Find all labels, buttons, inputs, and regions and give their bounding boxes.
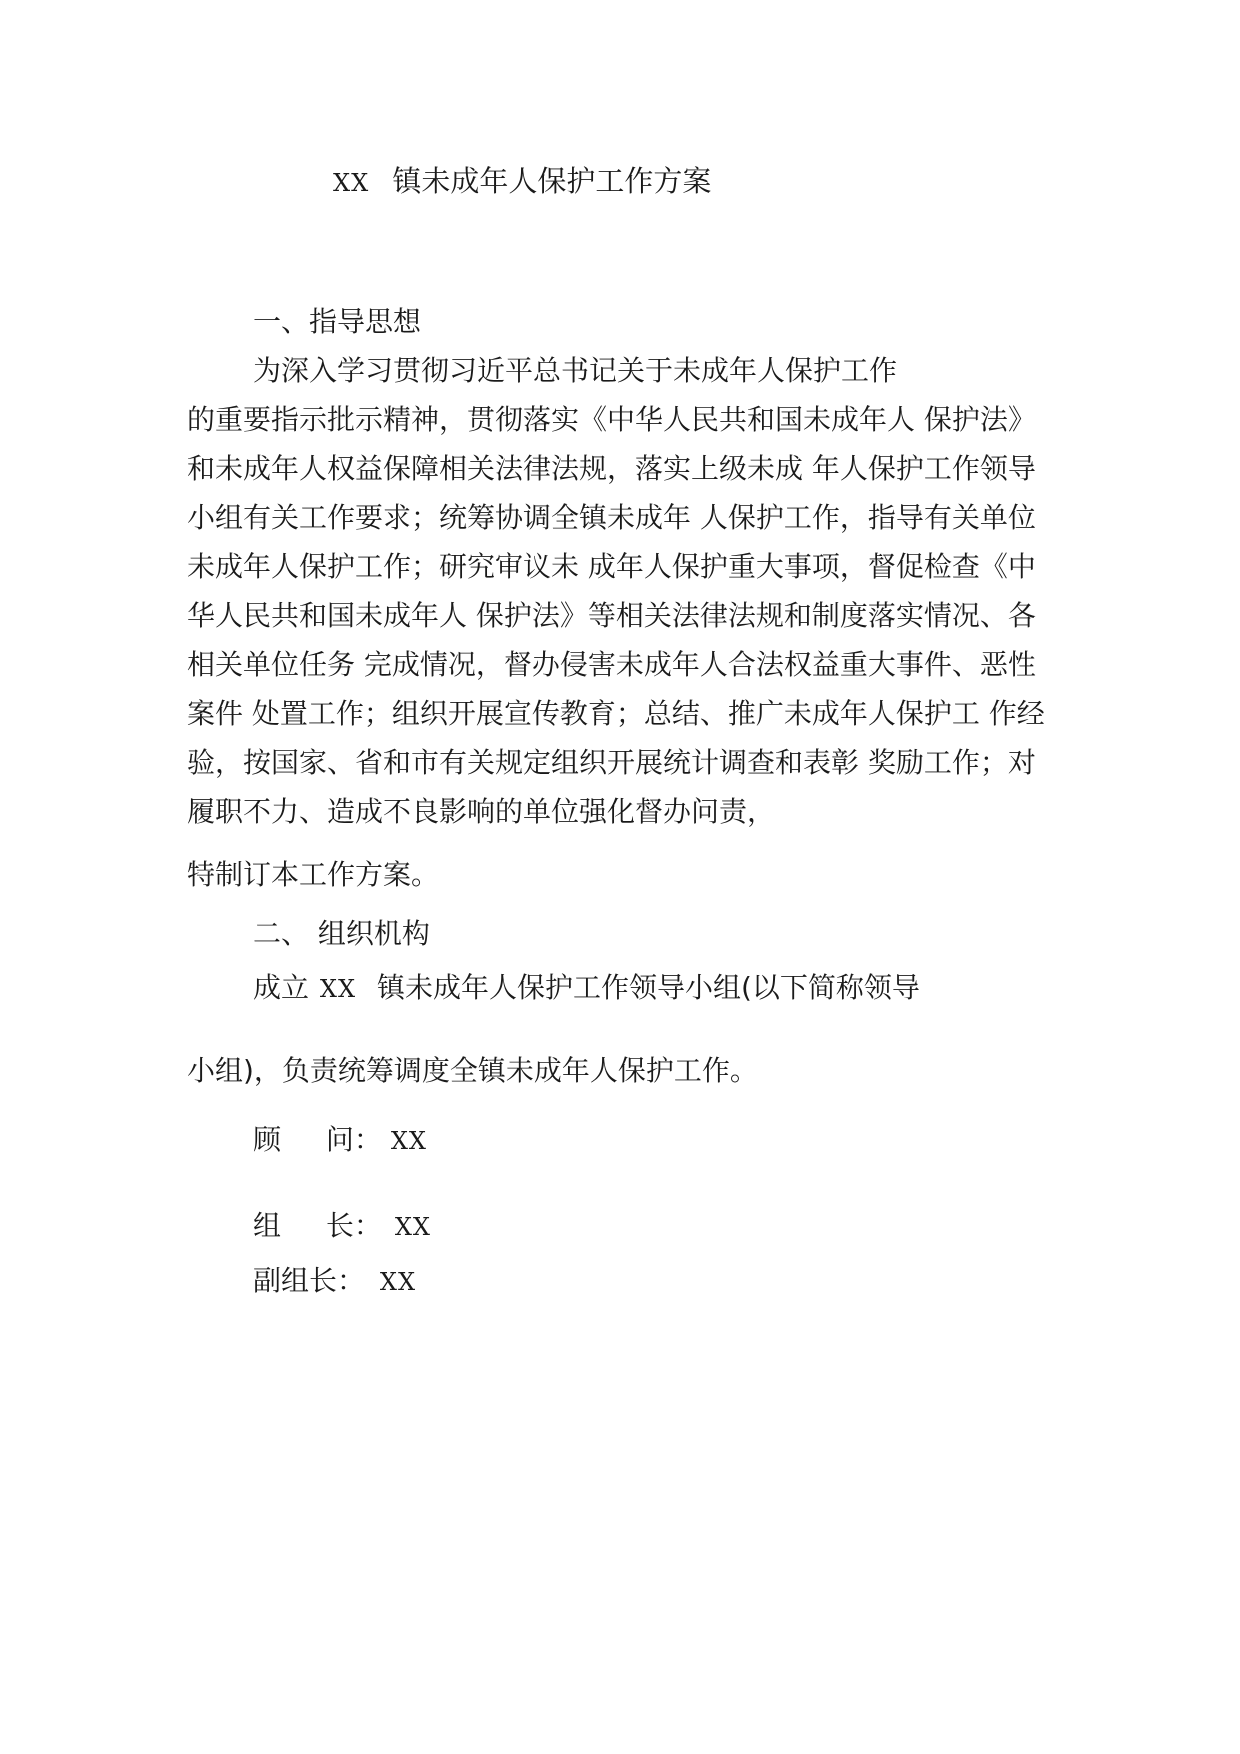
- role-deputy-leader: [253, 1264, 416, 1299]
- title-prefix: XX: [333, 169, 370, 197]
- role-leader: [253, 1209, 431, 1244]
- role-label-a: 副组长：: [253, 1264, 366, 1297]
- role-label-b: 长：: [325, 1209, 382, 1242]
- section-heading-organization: 二、 组织机构: [253, 917, 430, 950]
- role-value: XX: [394, 1213, 432, 1241]
- paragraph-line: 小组有关工作要求；统筹协调全镇未成年 人保护工作，指导有关单位: [187, 501, 1036, 534]
- paragraph-line: 履职不力、造成不良影响的单位强化督办问责，: [187, 795, 776, 828]
- paragraph-line: 相关单位任务 完成情况，督办侵害未成年人合法权益重大事件、恶性: [187, 648, 1036, 681]
- paragraph-line: [253, 971, 920, 1006]
- intro-placeholder: XX: [319, 975, 357, 1003]
- paragraph-line: 为深入学习贯彻习近平总书记关于未成年人保护工作: [253, 354, 898, 387]
- paragraph-line: 案件 处置工作；组织开展宣传教育；总结、推广未成年人保护工 作经: [187, 697, 1045, 730]
- role-value: XX: [390, 1127, 428, 1155]
- paragraph-line: 的重要指示批示精神，贯彻落实《中华人民共和国未成年人 保护法》: [187, 403, 1036, 436]
- role-value: XX: [379, 1268, 417, 1296]
- role-label-b: 问：: [325, 1123, 382, 1156]
- paragraph-closing: 特制订本工作方案。: [187, 858, 440, 891]
- section-heading-guiding-thought: 一、指导思想: [253, 305, 422, 338]
- intro-post: 镇未成年人保护工作领导小组(以下简称领导: [377, 971, 920, 1004]
- role-advisor: [253, 1123, 427, 1158]
- document-title: [333, 164, 711, 200]
- paragraph-line: 华人民共和国未成年人 保护法》等相关法律法规和制度落实情况、各: [187, 599, 1036, 632]
- title-text: 镇未成年人保护工作方案: [392, 164, 712, 198]
- role-label-a: 组: [253, 1209, 282, 1242]
- paragraph-line: 未成年人保护工作；研究审议未 成年人保护重大事项，督促检查《中: [187, 550, 1036, 583]
- paragraph-line: 小组)，负责统筹调度全镇未成年人保护工作。: [187, 1054, 758, 1087]
- paragraph-line: 和未成年人权益保障相关法律法规，落实上级未成 年人保护工作领导: [187, 452, 1036, 485]
- role-label-a: 顾: [253, 1123, 282, 1156]
- intro-pre: 成立: [253, 971, 310, 1004]
- paragraph-line: 验，按国家、省和市有关规定组织开展统计调查和表彰 奖励工作；对: [187, 746, 1036, 779]
